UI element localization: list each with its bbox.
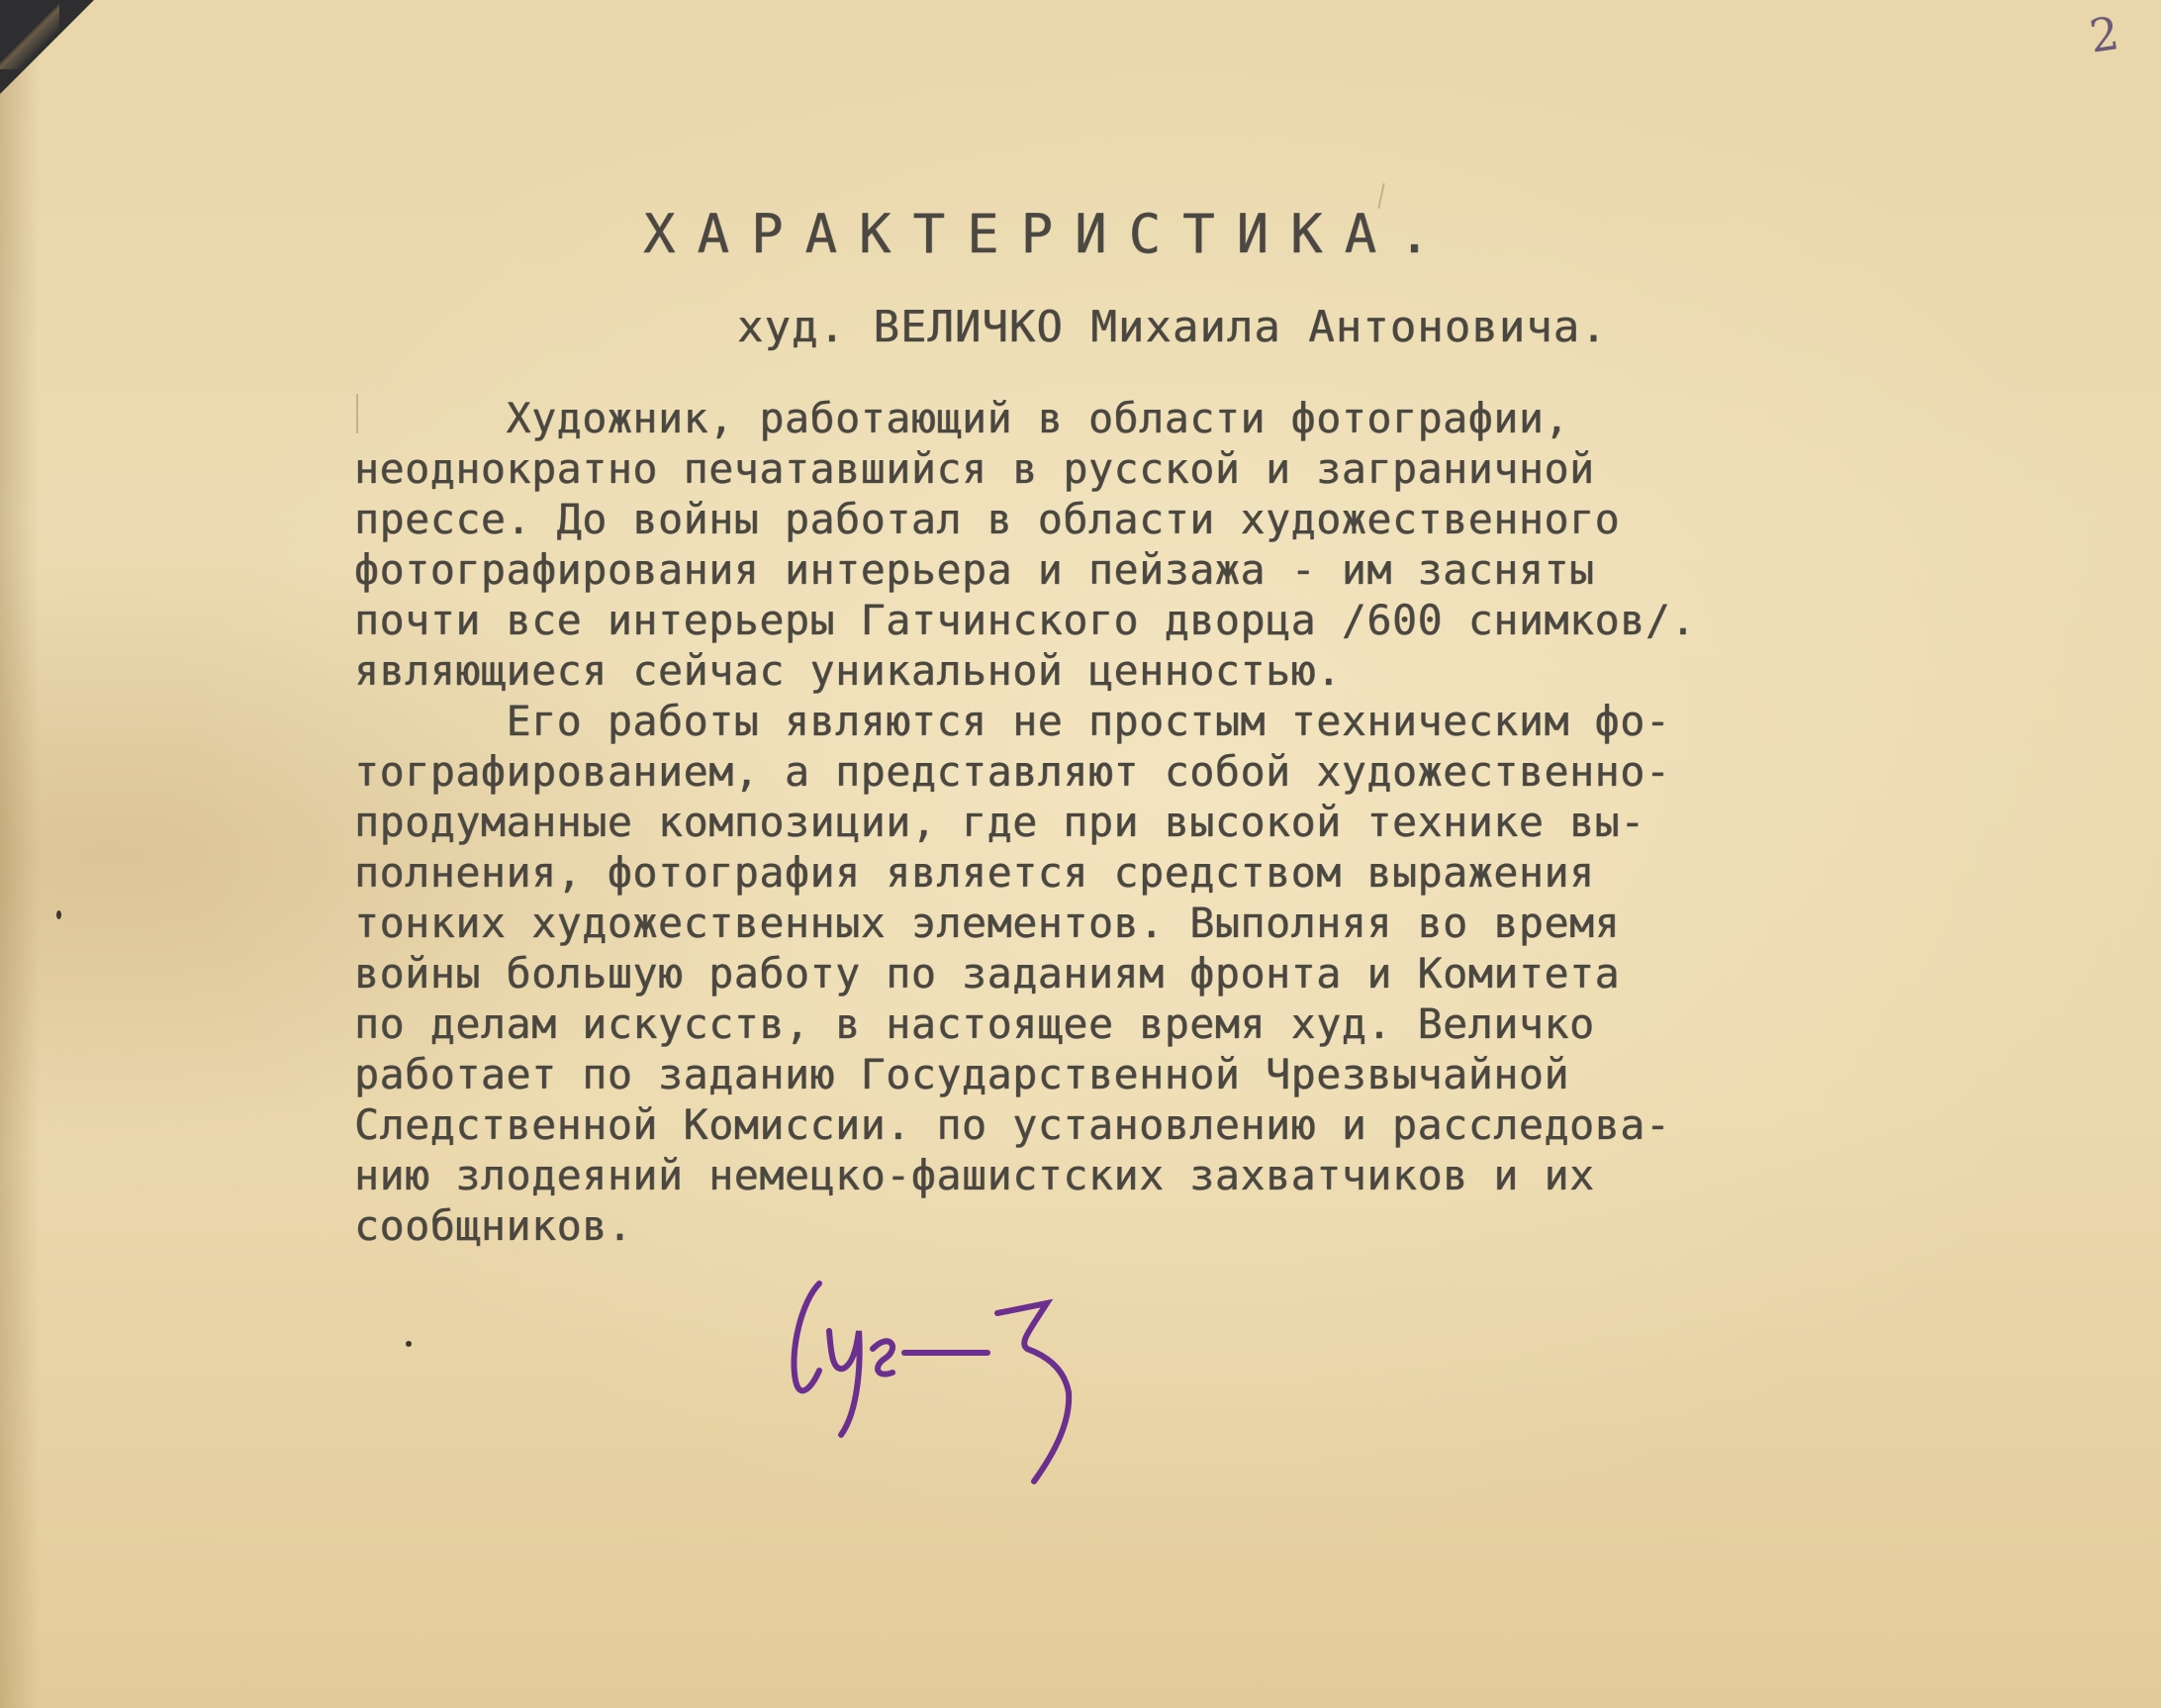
document-subtitle: худ. ВЕЛИЧКО Михаила Антоновича. xyxy=(737,302,1608,352)
body-line-5: почти все интерьеры Гатчинского дворца /600 снимков/. xyxy=(354,596,1697,644)
handwritten-signature xyxy=(782,1262,1158,1499)
body-line-6: являющиеся сейчас уникальной ценностью. xyxy=(354,646,1342,695)
body-line-17: сообщников. xyxy=(354,1201,633,1250)
body-line-11: тонких художественных элементов. Выполняя во время xyxy=(354,899,1621,947)
body-line-13: по делам искусств, в настоящее время худ. Величко xyxy=(354,999,1595,1048)
page-corner-fold xyxy=(0,0,59,69)
body-line-12: войны большую работу по заданиям фронта и Комитета xyxy=(354,949,1621,997)
body-line-8: тографированием, а представляют собой художественно- xyxy=(354,747,1671,796)
page-edge-shadow xyxy=(0,0,40,1708)
paper-speck xyxy=(56,910,61,919)
document-title: ХАРАКТЕРИСТИКА. xyxy=(643,203,1453,265)
body-line-16: нию злодеяний немецко-фашистских захватчиков и их xyxy=(354,1151,1595,1199)
body-line-4: фотографирования интерьера и пейзажа - им засняты xyxy=(354,545,1595,594)
body-line-14: работает по заданию Государственной Чрезвычайной xyxy=(354,1050,1570,1098)
body-line-2: неоднократно печатавшийся в русской и заграничной xyxy=(354,444,1595,493)
page-number: 2 xyxy=(2086,6,2122,63)
body-line-9: продуманные композиции, где при высокой технике вы- xyxy=(354,798,1645,846)
body-line-10: полнения, фотография является средством выражения xyxy=(354,848,1595,897)
body-line-15: Следственной Комиссии. по установлению и расследова- xyxy=(354,1100,1671,1149)
body-line-3: прессе. До войны работал в области художественного xyxy=(354,495,1621,543)
body-line-7: Его работы являются не простым техническим фо- xyxy=(354,697,1671,745)
paper-speck xyxy=(406,1341,412,1347)
paper-fiber xyxy=(356,394,358,433)
body-line-1: Художник, работающий в области фотографии, xyxy=(354,394,1570,442)
